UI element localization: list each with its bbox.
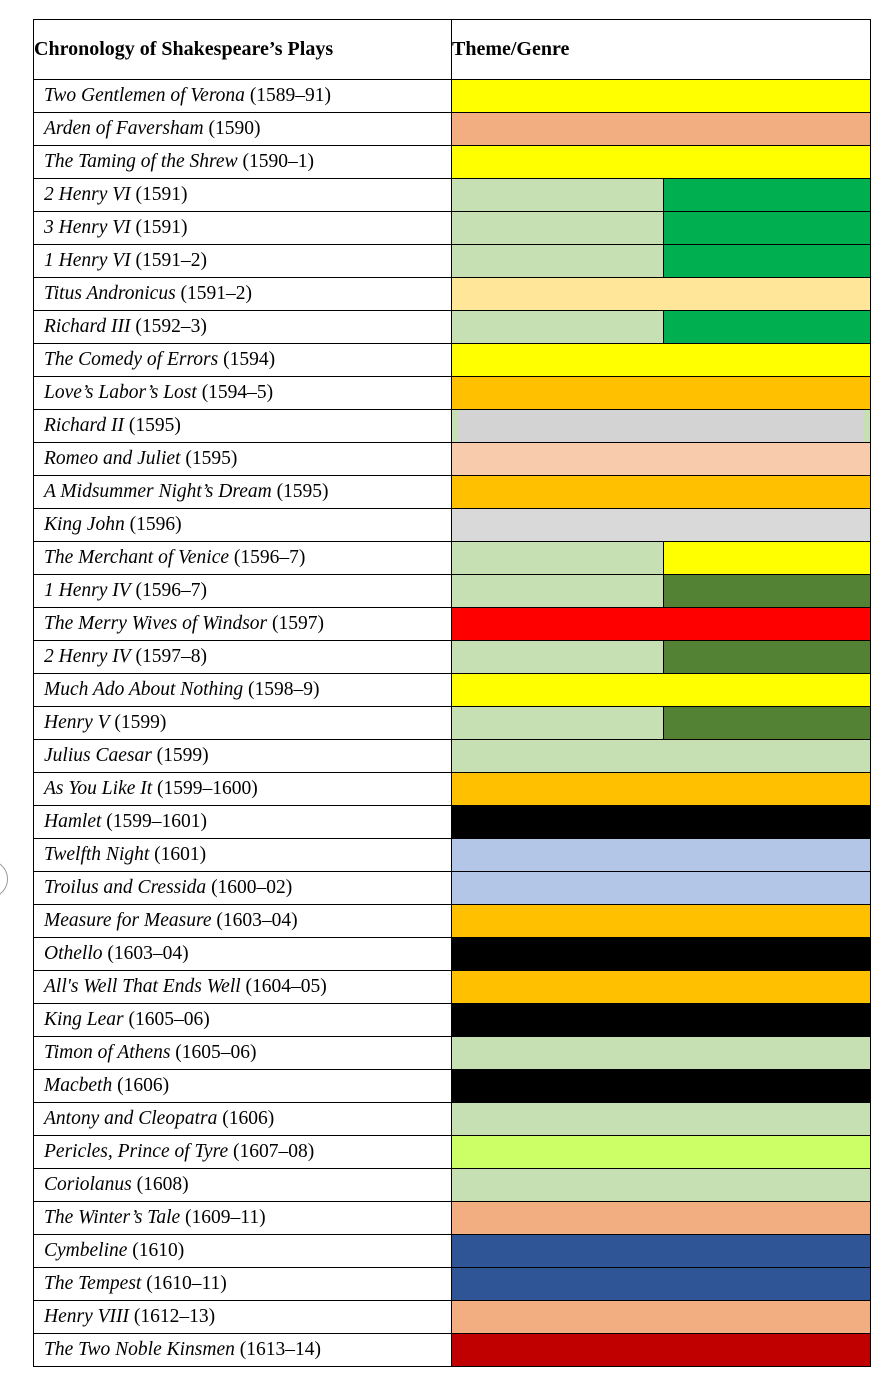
genre-color-swatch: [452, 608, 870, 640]
play-date: (1604–05): [240, 976, 327, 998]
genre-color-swatch: [452, 1037, 870, 1069]
table-row: [34, 740, 871, 773]
genre-color-swatch: [663, 245, 870, 277]
table-row: [34, 971, 871, 1004]
play-name: Twelfth Night: [44, 844, 150, 866]
play-name: 1 Henry IV: [44, 580, 131, 602]
play-name: King Lear: [44, 1009, 124, 1031]
genre-color-cell: [452, 80, 871, 113]
table-row: [34, 608, 871, 641]
table-row: [34, 839, 871, 872]
play-title-cell: [34, 674, 452, 707]
genre-color-swatch: [452, 575, 663, 607]
genre-color-cell: [452, 1202, 871, 1235]
play-name: Timon of Athens: [44, 1042, 171, 1064]
play-name: The Merchant of Venice: [44, 547, 230, 569]
genre-color-cell: [452, 410, 871, 443]
genre-color-swatch: [452, 1301, 870, 1333]
table-row: [34, 641, 871, 674]
play-title-cell: [34, 542, 452, 575]
play-name: Titus Andronicus: [44, 283, 176, 305]
genre-color-cell: [452, 905, 871, 938]
play-title-cell: [34, 1004, 452, 1037]
play-date: (1597–8): [130, 646, 208, 668]
table-row: [34, 1103, 871, 1136]
play-name: 2 Henry IV: [44, 646, 131, 668]
play-name: The Taming of the Shrew: [44, 151, 238, 173]
genre-color-swatch: [452, 1334, 870, 1366]
table-row: [34, 542, 871, 575]
genre-color-swatch: [452, 1103, 870, 1135]
play-title-cell: [34, 1301, 452, 1334]
table-row: [34, 1268, 871, 1301]
play-name: Romeo and Juliet: [44, 448, 181, 470]
genre-color-cell: [452, 311, 871, 344]
genre-color-cell: [452, 1136, 871, 1169]
genre-color-cell: [452, 938, 871, 971]
play-name: 2 Henry VI: [44, 184, 131, 206]
play-date: (1595): [180, 448, 238, 470]
table-row: [34, 509, 871, 542]
table-row: [34, 872, 871, 905]
play-title-cell: [34, 872, 452, 905]
play-date: (1613–14): [234, 1339, 321, 1361]
genre-color-swatch: [452, 377, 870, 409]
play-name: The Two Noble Kinsmen: [44, 1339, 235, 1361]
table-row: [34, 1136, 871, 1169]
genre-color-swatch: [452, 872, 870, 904]
genre-color-cell: [452, 608, 871, 641]
play-date: (1590): [203, 118, 261, 140]
genre-color-swatch: [452, 443, 870, 475]
table-row: [34, 311, 871, 344]
play-date: (1599): [151, 745, 209, 767]
table-row: [34, 1235, 871, 1268]
play-date: (1595): [123, 415, 181, 437]
play-name: The Winter’s Tale: [44, 1207, 181, 1229]
play-date: (1606): [112, 1075, 170, 1097]
play-title-cell: [34, 1070, 452, 1103]
genre-color-swatch: [452, 905, 870, 937]
genre-color-cell: [452, 245, 871, 278]
genre-color-cell: [452, 971, 871, 1004]
play-title-cell: [34, 278, 452, 311]
genre-color-swatch: [458, 410, 864, 442]
play-title-cell: [34, 1136, 452, 1169]
genre-color-swatch: [452, 839, 870, 871]
genre-color-swatch: [452, 311, 663, 343]
play-date: (1591): [130, 217, 188, 239]
play-title-cell: [34, 773, 452, 806]
play-date: (1590–1): [237, 151, 314, 173]
play-date: (1594): [218, 349, 276, 371]
play-title-cell: [34, 245, 452, 278]
play-title-cell: [34, 476, 452, 509]
table-row: [34, 674, 871, 707]
genre-color-cell: [452, 146, 871, 179]
play-title-cell: [34, 509, 452, 542]
genre-color-cell: [452, 1268, 871, 1301]
table-row: [34, 179, 871, 212]
play-name: Henry VIII: [44, 1306, 129, 1328]
play-date: (1595): [271, 481, 329, 503]
play-name: Coriolanus: [44, 1174, 132, 1196]
play-name: The Tempest: [44, 1273, 142, 1295]
play-date: (1598–9): [243, 679, 320, 701]
play-date: (1597): [267, 613, 325, 635]
play-date: (1605–06): [170, 1042, 257, 1064]
play-title-cell: [34, 1334, 452, 1367]
genre-color-swatch: [452, 1202, 870, 1234]
play-name: As You Like It: [44, 778, 153, 800]
shakespeare-chronology-table: [33, 19, 871, 1367]
play-date: (1607–08): [228, 1141, 315, 1163]
play-name: Troilus and Cressida: [44, 877, 207, 899]
table-row: [34, 146, 871, 179]
play-name: Richard II: [44, 415, 124, 437]
play-date: (1592–3): [130, 316, 207, 338]
play-date: (1608): [131, 1174, 189, 1196]
play-name: Measure for Measure: [44, 910, 212, 932]
header-row: [34, 20, 871, 80]
play-title-cell: [34, 740, 452, 773]
genre-color-cell: [452, 707, 871, 740]
genre-color-swatch: [663, 542, 870, 574]
genre-color-cell: [452, 344, 871, 377]
genre-color-swatch: [663, 311, 870, 343]
table-row: [34, 1301, 871, 1334]
play-title-cell: [34, 179, 452, 212]
play-date: (1610): [127, 1240, 185, 1262]
play-date: (1589–91): [244, 85, 332, 107]
genre-color-cell: [452, 1070, 871, 1103]
genre-color-cell: [452, 179, 871, 212]
play-date: (1605–06): [123, 1009, 210, 1031]
play-date: (1603–04): [102, 943, 189, 965]
table-row: [34, 575, 871, 608]
play-title-cell: [34, 641, 452, 674]
genre-color-cell: [452, 575, 871, 608]
genre-color-cell: [452, 1334, 871, 1367]
table-row: [34, 1169, 871, 1202]
play-date: (1591–2): [130, 250, 208, 272]
play-name: A Midsummer Night’s Dream: [44, 481, 272, 503]
play-name: King John: [44, 514, 125, 536]
genre-color-cell: [452, 212, 871, 245]
table-row: [34, 278, 871, 311]
genre-color-cell: [452, 740, 871, 773]
genre-color-cell: [452, 113, 871, 146]
genre-color-swatch: [452, 773, 870, 805]
genre-color-cell: [452, 1004, 871, 1037]
genre-color-swatch: [452, 1169, 870, 1201]
genre-color-swatch: [452, 641, 663, 673]
play-date: (1591–2): [175, 283, 253, 305]
play-name: 3 Henry VI: [44, 217, 131, 239]
play-date: (1603–04): [211, 910, 298, 932]
play-title-cell: [34, 938, 452, 971]
genre-color-swatch: [452, 740, 870, 772]
genre-color-swatch: [452, 476, 870, 508]
genre-color-swatch: [452, 542, 663, 574]
table-row: [34, 476, 871, 509]
play-name: Much Ado About Nothing: [44, 679, 244, 701]
play-title-cell: [34, 311, 452, 344]
genre-color-swatch: [452, 80, 870, 112]
play-title-cell: [34, 806, 452, 839]
play-title-cell: [34, 146, 452, 179]
genre-color-swatch: [452, 806, 870, 838]
play-name: The Comedy of Errors: [44, 349, 219, 371]
play-title-cell: [34, 971, 452, 1004]
play-title-cell: [34, 905, 452, 938]
table-row: [34, 1037, 871, 1070]
genre-color-swatch: [663, 212, 870, 244]
genre-color-swatch: [452, 212, 663, 244]
table-row: [34, 245, 871, 278]
play-name: Love’s Labor’s Lost: [44, 382, 197, 404]
play-date: (1601): [149, 844, 207, 866]
play-name: Julius Caesar: [44, 745, 152, 767]
play-date: (1606): [217, 1108, 275, 1130]
genre-color-cell: [452, 872, 871, 905]
play-title-cell: [34, 1235, 452, 1268]
table-row: [34, 938, 871, 971]
table-row: [34, 1202, 871, 1235]
genre-color-cell: [452, 1103, 871, 1136]
table-row: [34, 1334, 871, 1367]
genre-color-swatch: [452, 1070, 870, 1102]
play-name: Two Gentlemen of Verona: [44, 85, 245, 107]
genre-color-swatch: [663, 707, 870, 739]
play-title-cell: [34, 113, 452, 146]
genre-color-swatch: [452, 278, 870, 310]
play-title-cell: [34, 410, 452, 443]
genre-color-swatch: [452, 509, 870, 541]
genre-color-cell: [452, 773, 871, 806]
play-name: 1 Henry VI: [44, 250, 131, 272]
genre-color-swatch: [452, 344, 870, 376]
table-row: [34, 377, 871, 410]
scroll-circle-edge[interactable]: [0, 860, 8, 898]
genre-color-swatch: [663, 179, 870, 211]
genre-color-cell: [452, 509, 871, 542]
table-row: [34, 806, 871, 839]
table-row: [34, 1070, 871, 1103]
play-date: (1609–11): [180, 1207, 266, 1229]
genre-color-cell: [452, 806, 871, 839]
play-title-cell: [34, 1202, 452, 1235]
genre-color-cell: [452, 476, 871, 509]
play-name: Macbeth: [44, 1075, 113, 1097]
genre-color-swatch: [452, 245, 663, 277]
table-row: [34, 773, 871, 806]
header-title-column: Chronology of Shakespeare’s Plays: [34, 20, 452, 80]
table-row: [34, 707, 871, 740]
table-row: [34, 1004, 871, 1037]
table-row: [34, 905, 871, 938]
play-title-cell: [34, 1103, 452, 1136]
play-title-cell: [34, 80, 452, 113]
play-title-cell: [34, 608, 452, 641]
header-genre-column: Theme/Genre: [452, 20, 871, 80]
play-date: (1596–7): [130, 580, 208, 602]
genre-color-cell: [452, 377, 871, 410]
table-row: [34, 80, 871, 113]
play-title-cell: [34, 377, 452, 410]
table-row: [34, 344, 871, 377]
play-date: (1599–1600): [152, 778, 258, 800]
play-name: Cymbeline: [44, 1240, 128, 1262]
genre-color-cell: [452, 641, 871, 674]
table-row: [34, 443, 871, 476]
table-row: [34, 410, 871, 443]
play-date: (1599–1601): [101, 811, 208, 833]
genre-color-cell: [452, 674, 871, 707]
table-row: [34, 113, 871, 146]
play-date: (1610–11): [141, 1273, 227, 1295]
table-row: [34, 212, 871, 245]
genre-color-swatch: [452, 938, 870, 970]
genre-color-swatch: [452, 1004, 870, 1036]
genre-color-swatch: [663, 575, 870, 607]
genre-color-swatch: [452, 971, 870, 1003]
play-date: (1591): [130, 184, 188, 206]
play-name: Othello: [44, 943, 103, 965]
play-title-cell: [34, 707, 452, 740]
play-name: Henry V: [44, 712, 110, 734]
play-title-cell: [34, 1169, 452, 1202]
play-title-cell: [34, 575, 452, 608]
play-date: (1594–5): [196, 382, 274, 404]
play-title-cell: [34, 443, 452, 476]
genre-color-cell: [452, 443, 871, 476]
genre-color-swatch: [663, 641, 870, 673]
play-name: Richard III: [44, 316, 131, 338]
play-date: (1600–02): [206, 877, 293, 899]
genre-color-cell: [452, 1169, 871, 1202]
genre-color-swatch: [452, 674, 870, 706]
genre-color-cell: [452, 1235, 871, 1268]
genre-color-swatch: [452, 146, 870, 178]
table-body: [34, 80, 871, 1367]
play-title-cell: [34, 1268, 452, 1301]
genre-color-swatch: [452, 179, 663, 211]
genre-color-swatch: [452, 1268, 870, 1300]
play-title-cell: [34, 1037, 452, 1070]
play-name: Arden of Faversham: [44, 118, 204, 140]
play-name: All's Well That Ends Well: [44, 976, 241, 998]
play-date: (1599): [109, 712, 167, 734]
genre-color-swatch: [452, 1136, 870, 1168]
genre-color-swatch: [452, 113, 870, 145]
play-date: (1612–13): [129, 1306, 216, 1328]
genre-color-cell: [452, 542, 871, 575]
play-title-cell: [34, 839, 452, 872]
genre-color-cell: [452, 1301, 871, 1334]
play-name: The Merry Wives of Windsor: [44, 613, 268, 635]
genre-color-cell: [452, 278, 871, 311]
play-name: Hamlet: [44, 811, 102, 833]
genre-color-cell: [452, 1037, 871, 1070]
play-name: Pericles, Prince of Tyre: [44, 1141, 229, 1163]
genre-color-cell: [452, 839, 871, 872]
play-name: Antony and Cleopatra: [44, 1108, 218, 1130]
play-title-cell: [34, 212, 452, 245]
play-date: (1596–7): [229, 547, 306, 569]
genre-color-swatch: [452, 1235, 870, 1267]
play-title-cell: [34, 344, 452, 377]
genre-color-swatch: [452, 707, 663, 739]
play-date: (1596): [124, 514, 182, 536]
